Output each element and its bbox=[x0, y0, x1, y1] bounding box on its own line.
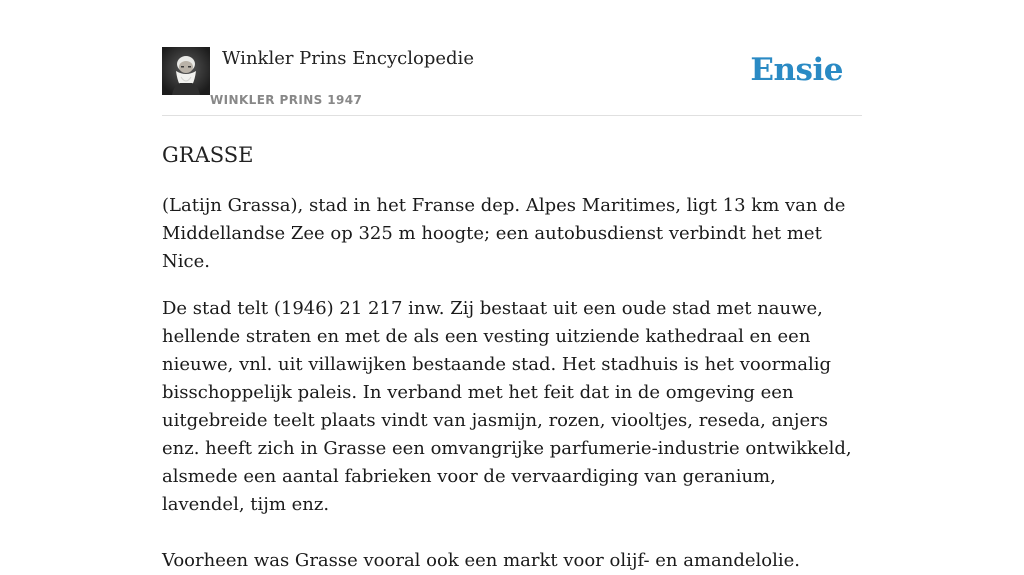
article-title: GRASSE bbox=[162, 143, 254, 167]
source-subtitle[interactable]: WINKLER PRINS 1947 bbox=[210, 93, 363, 107]
article-paragraph: De stad telt (1946) 21 217 inw. Zij bestaat uit een oude stad met nauwe, hellende straten en met de als een vesting uitziende kathedraal en een nieuwe, vnl. uit villawijken bestaande stad. Het stadhuis is het voormalig bisschoppelijk paleis. In verband met het feit dat in de omgeving een uitgebreide teelt plaats vindt van jasmijn, rozen, viooltjes, reseda, anjers enz. heeft zich in Grasse een omvangrijke parfumerie-industrie ontwikkeld, alsmede een aantal fabrieken voor de vervaardiging van geranium, lavendel, tijm enz. bbox=[162, 298, 852, 515]
author-avatar[interactable] bbox=[162, 47, 210, 95]
article-paragraph: Voorheen was Grasse vooral ook een markt voor olijf- en amandelolie. bbox=[162, 550, 801, 571]
article-paragraph: (Latijn Grassa), stad in het Franse dep. Alpes Maritimes, ligt 13 km van de Middellandse Zee op 325 m hoogte; een autobusdienst verbindt het met Nice. bbox=[162, 195, 846, 272]
source-title[interactable]: Winkler Prins Encyclopedie bbox=[222, 48, 474, 69]
header bbox=[162, 46, 862, 116]
bearded-man-portrait-icon bbox=[162, 47, 210, 95]
article bbox=[162, 140, 862, 575]
brand-logo[interactable]: Ensie bbox=[750, 52, 843, 88]
